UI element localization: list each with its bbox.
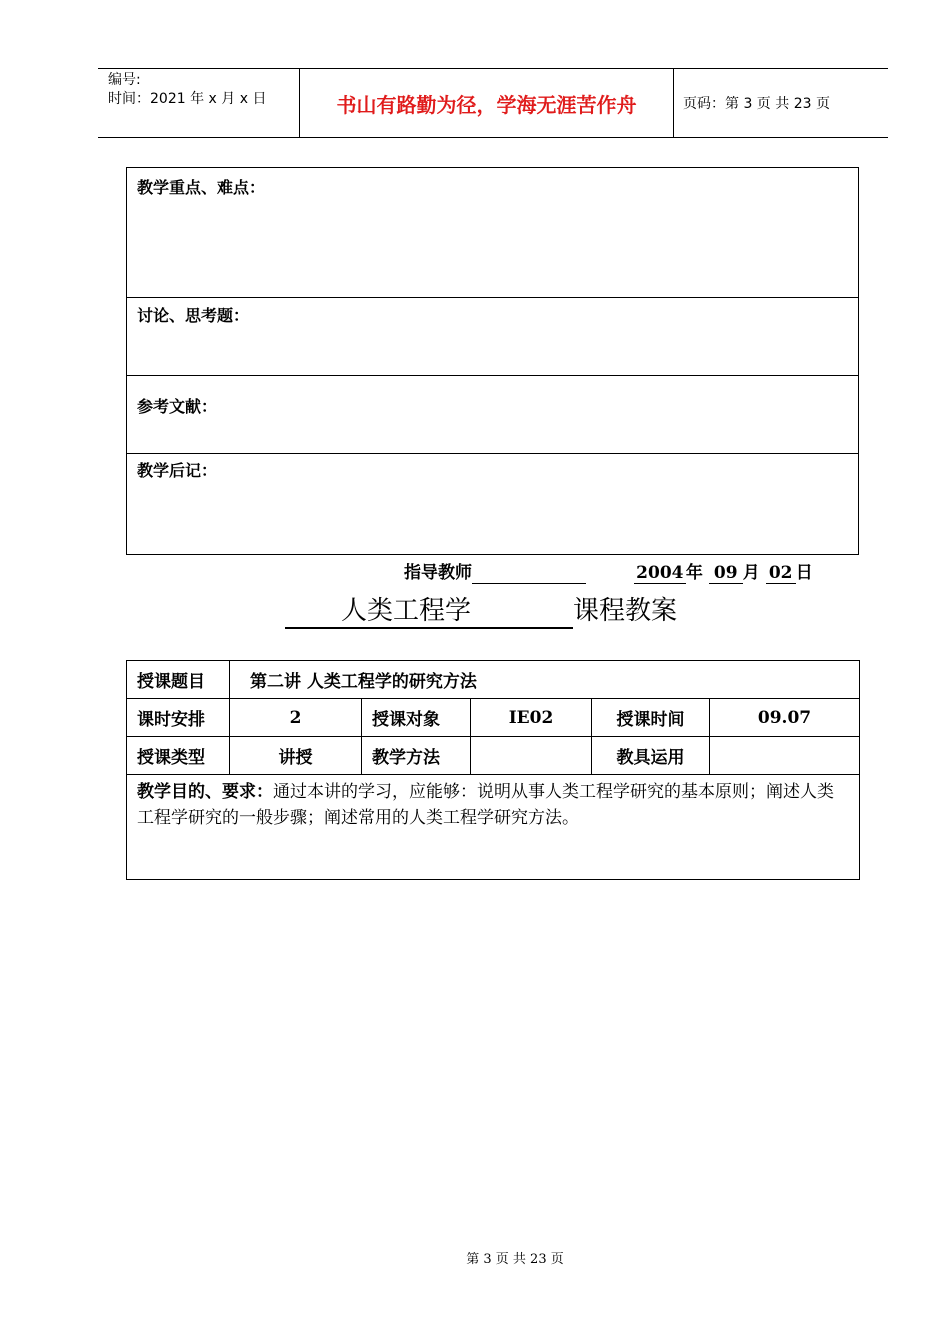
teaching-notes-box — [126, 167, 859, 555]
page-number: 第 3 页 共 23 页 — [466, 1252, 564, 1267]
goal-cell — [127, 775, 860, 880]
topic-label: 授课题目 — [127, 661, 230, 699]
postscript-section — [127, 454, 858, 554]
audience-value: IE02 — [471, 699, 592, 737]
time-label: 授课时间 — [592, 699, 710, 737]
tools-value — [710, 737, 860, 775]
goal-text: 通过本讲的学习，应能够：说明从事人类工程学研究的基本原则；阐述人类工程学研究的一般步骤；阐述常用的人类工程学研究方法。 — [137, 782, 834, 828]
time-label: 时间：2021 年 x 月 x 日 — [108, 91, 267, 107]
hours-value: 2 — [230, 699, 362, 737]
type-label: 授课类型 — [127, 737, 230, 775]
signature-line — [404, 558, 813, 584]
lesson-plan-table — [126, 660, 860, 880]
key-points-label: 教学重点、难点： — [137, 178, 266, 197]
month-unit: 月 — [742, 563, 760, 583]
postscript-label: 教学后记： — [137, 461, 218, 480]
method-value — [471, 737, 592, 775]
type-value: 讲授 — [230, 737, 362, 775]
goal-label: 教学目的、要求： — [137, 782, 273, 802]
table-row — [127, 737, 860, 775]
header-meta — [108, 71, 298, 109]
table-row — [127, 661, 860, 699]
header-motto: 书山有路勤为径，学海无涯苦作舟 — [336, 92, 637, 117]
topic-value: 第二讲 人类工程学的研究方法 — [230, 661, 860, 699]
hours-label: 课时安排 — [127, 699, 230, 737]
audience-label: 授课对象 — [362, 699, 471, 737]
header-page-info: 页码：第 3 页 共 23 页 — [683, 96, 830, 112]
key-points-section — [127, 168, 858, 298]
advisor-label: 指导教师 — [404, 563, 472, 583]
year-unit: 年 — [685, 563, 703, 583]
discussion-section — [127, 298, 858, 376]
course-title-suffix: 课程教案 — [573, 596, 678, 626]
references-label: 参考文献： — [137, 397, 218, 416]
method-label: 教学方法 — [362, 737, 471, 775]
header-divider — [673, 69, 674, 137]
advisor-blank — [472, 563, 586, 584]
tools-label: 教具运用 — [592, 737, 710, 775]
day-value: 02 — [766, 563, 796, 584]
course-title — [285, 590, 677, 629]
page-header — [98, 68, 888, 138]
month-value: 09 — [709, 563, 743, 584]
day-unit: 日 — [795, 563, 813, 583]
references-section — [127, 376, 858, 454]
time-value: 09.07 — [710, 699, 860, 737]
year-value: 2004 — [634, 563, 686, 584]
course-name: 人类工程学 — [285, 590, 573, 629]
table-row — [127, 699, 860, 737]
serial-label: 编号: — [108, 72, 141, 88]
discussion-label: 讨论、思考题： — [137, 306, 250, 325]
table-row — [127, 775, 860, 880]
